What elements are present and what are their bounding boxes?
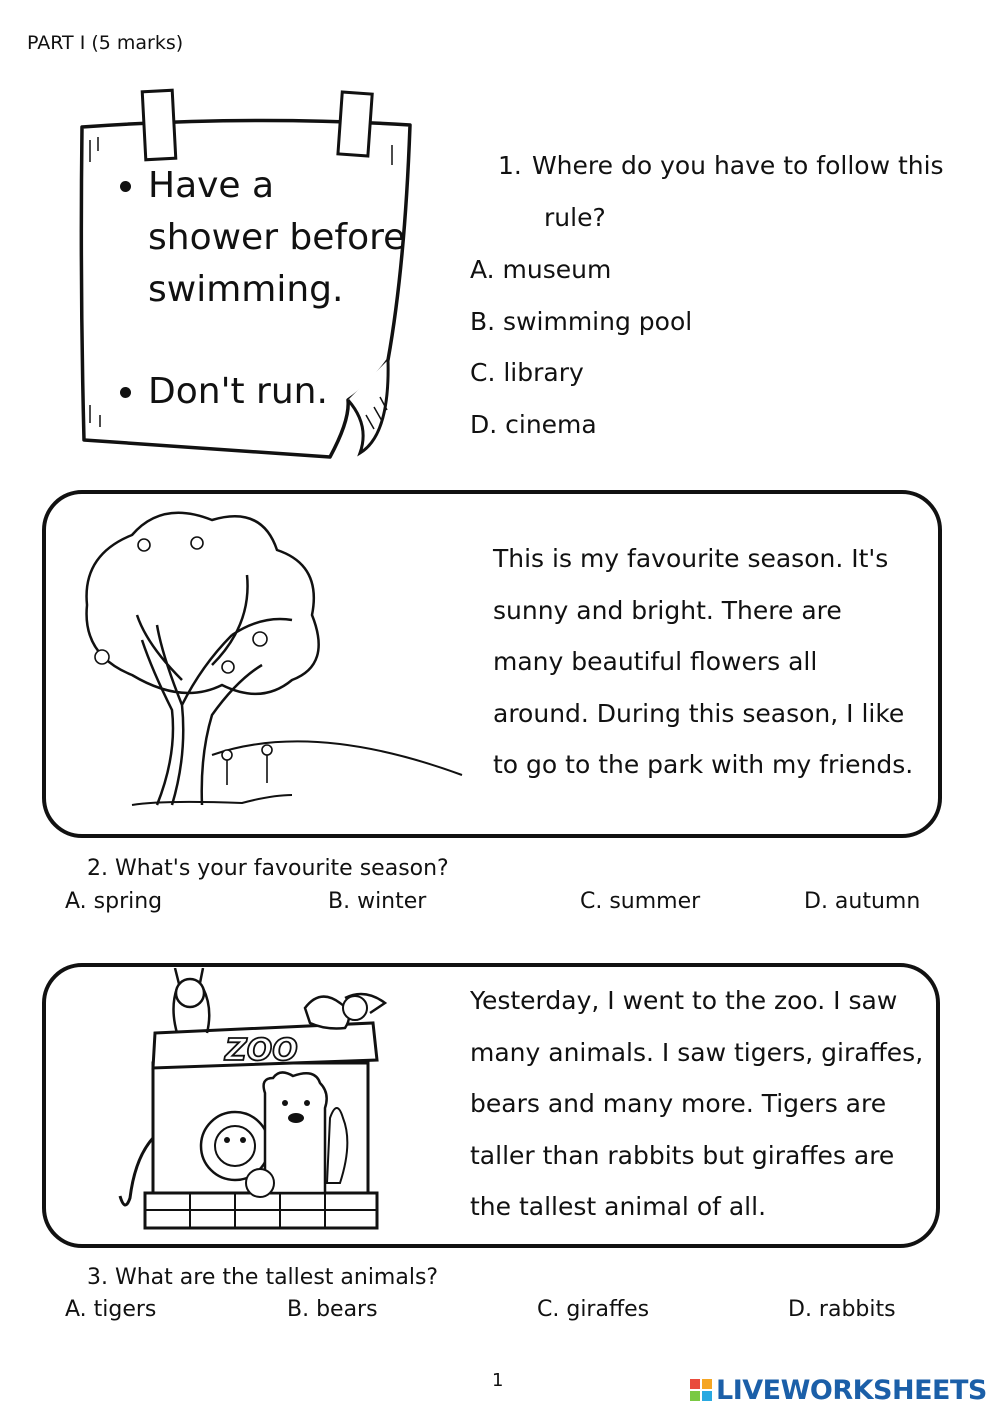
- passage-line: the tallest animal of all.: [470, 1192, 767, 1221]
- liveworksheets-logo[interactable]: [690, 1374, 987, 1406]
- question-1-line2: rule?: [544, 203, 606, 232]
- passage-zoo: [470, 975, 930, 1233]
- brand-name: LIVEWORKSHEETS: [716, 1374, 987, 1406]
- zoo-sign-text: ZOO: [225, 1033, 298, 1068]
- logo-icon: [690, 1379, 712, 1401]
- passage-season: [493, 533, 923, 791]
- question-2-stem: 2. What's your favourite season?: [87, 856, 449, 881]
- rule-item: • Have a shower before swimming.: [148, 160, 412, 316]
- rule-item: • Don't run.: [148, 366, 412, 418]
- question-1-line1: Where do you have to follow this: [531, 151, 944, 180]
- option-b[interactable]: B. swimming pool: [470, 306, 693, 336]
- passage-line: sunny and bright. There are: [493, 595, 842, 625]
- zoo-illustration: [115, 968, 405, 1243]
- option-d[interactable]: D. autumn: [804, 889, 921, 914]
- passage-line: around. During this season, I like: [493, 698, 905, 728]
- question-1-stem: [470, 140, 970, 244]
- passage-line: bears and many more. Tigers are: [470, 1089, 887, 1118]
- question-number: 1.: [498, 151, 522, 180]
- passage-line: to go to the park with my friends.: [493, 750, 914, 779]
- passage-line: This is my favourite season. It's: [493, 544, 889, 573]
- option-a[interactable]: A. museum: [470, 255, 612, 284]
- passage-line: taller than rabbits but giraffes are: [470, 1140, 895, 1170]
- option-b[interactable]: B. winter: [328, 889, 427, 914]
- option-a[interactable]: A. tigers: [65, 1297, 157, 1322]
- question-3-stem: 3. What are the tallest animals?: [87, 1265, 439, 1290]
- option-a[interactable]: A. spring: [65, 889, 163, 914]
- notice-rules: [112, 160, 412, 418]
- page-number: 1: [492, 1370, 504, 1391]
- part-title: PART I (5 marks): [27, 32, 184, 54]
- tree-illustration: [62, 505, 472, 825]
- option-c[interactable]: C. summer: [580, 889, 701, 914]
- option-d[interactable]: D. rabbits: [788, 1297, 896, 1322]
- option-c[interactable]: C. library: [470, 358, 584, 387]
- passage-line: many beautiful flowers all: [493, 647, 818, 676]
- option-c[interactable]: C. giraffes: [537, 1297, 650, 1322]
- option-d[interactable]: D. cinema: [470, 409, 597, 439]
- question-1: [470, 140, 970, 450]
- option-b[interactable]: B. bears: [287, 1297, 378, 1322]
- passage-line: many animals. I saw tigers, giraffes,: [470, 1037, 924, 1067]
- passage-line: Yesterday, I went to the zoo. I saw: [470, 986, 898, 1015]
